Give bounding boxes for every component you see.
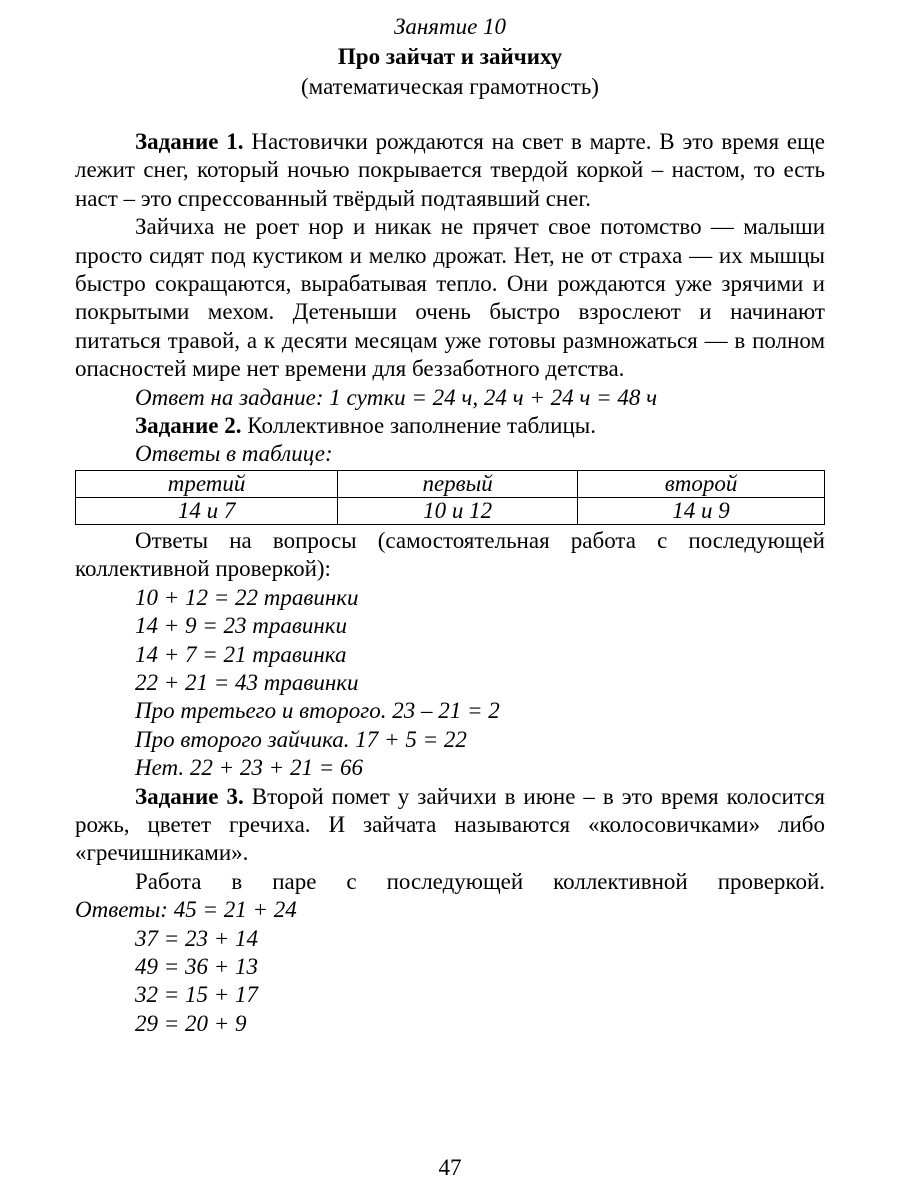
answer-line-8 (75, 925, 825, 953)
task-1-answer (75, 384, 825, 412)
task-2-paragraph (75, 412, 825, 440)
table-intro (75, 440, 825, 468)
text-segment: Второй помет у зайчихи в июне – в это время колосится рожь, цветет гречиха. И зайчата называются «колосовичками» либо «гречишниками». (75, 783, 825, 866)
table-row (76, 470, 825, 497)
answer-line-10 (75, 981, 825, 1009)
table-row (76, 497, 825, 524)
answer-line-7 (75, 754, 825, 782)
text-segment: Настовички рождаются на свет в марте. В это время еще лежит снег, который ночью покрывается твердой коркой – настом, то есть наст – это спрессованный твёрдый подтаявший снег. (75, 129, 825, 211)
text-segment: Коллективное заполнение таблицы. (241, 413, 596, 439)
lesson-subtitle: (математическая грамотность) (301, 74, 599, 99)
table-header-cell: первый (338, 470, 578, 497)
text-segment: Ответы в таблице: (135, 441, 333, 467)
text-segment: 14 + 7 = 21 травинка (135, 641, 347, 667)
answer-line-2 (75, 612, 825, 640)
document-body (75, 128, 825, 1038)
task-label: Задание 2. (135, 413, 242, 439)
task-3-answers-lead (75, 896, 825, 924)
table-cell: 14 и 9 (578, 497, 825, 524)
answer-line-9 (75, 953, 825, 981)
text-segment: Нет. 22 + 23 + 21 = 66 (135, 755, 363, 781)
document-header (75, 12, 825, 102)
answer-line-1 (75, 584, 825, 612)
text-segment: 10 + 12 = 22 травинки (135, 584, 359, 610)
text-segment: 22 + 21 = 43 травинки (135, 669, 359, 695)
text-segment: 37 = 23 + 14 (135, 925, 259, 951)
text-segment: 49 = 36 + 13 (135, 953, 259, 979)
table-header-cell: третий (76, 470, 338, 497)
answer-line-3 (75, 641, 825, 669)
text-segment: 32 = 15 + 17 (135, 982, 259, 1008)
answer-line-6 (75, 726, 825, 754)
hare-description-paragraph (75, 213, 825, 383)
task-1-paragraph (75, 128, 825, 213)
table-cell: 14 и 7 (76, 497, 338, 524)
task-label: Задание 3. (135, 783, 244, 809)
text-segment: Работа в паре с последующей коллективной проверкой. (135, 868, 825, 894)
questions-intro (75, 527, 825, 584)
text-segment: 14 + 9 = 23 травинки (135, 613, 348, 639)
pair-work-paragraph (75, 868, 825, 896)
text-segment: Про третьего и второго. 23 – 21 = 2 (135, 698, 500, 724)
answer-line-5 (75, 697, 825, 725)
text-segment: Ответ на задание: 1 сутки = 24 ч, 24 ч + 24 ч = 48 ч (135, 384, 658, 410)
text-segment: Ответы: 45 = 21 + 24 (75, 897, 297, 923)
text-segment: Ответы на вопросы (самостоятельная работа с последующей коллективной проверкой): (75, 527, 825, 582)
lesson-title: Про зайчат и зайчиху (337, 44, 563, 69)
answers-table (75, 470, 825, 525)
text-segment: Зайчиха не роет нор и никак не прячет свое потомство — малыши просто сидят под кустиком и мелко дрожат. Нет, не от страха — их мышцы быстро сокращаются, вырабатывая тепло. Они рождаются уже зрячими и покрытыми мехом. Детеныши очень быстро взрослеют и начинают питаться травой, а к десяти месяцам уже готовы размножаться — в полном опасностей мире нет времени для беззаботного детства. (75, 214, 825, 382)
table-cell: 10 и 12 (338, 497, 578, 524)
page-number: 47 (438, 1155, 462, 1180)
task-label: Задание 1. (135, 129, 244, 154)
text-segment: 29 = 20 + 9 (135, 1010, 247, 1036)
task-3-paragraph (75, 783, 825, 868)
text-segment: Про второго зайчика. 17 + 5 = 22 (135, 726, 467, 752)
answer-line-4 (75, 669, 825, 697)
table-header-cell: второй (578, 470, 825, 497)
lesson-number: Занятие 10 (393, 14, 507, 39)
answer-line-11 (75, 1010, 825, 1038)
